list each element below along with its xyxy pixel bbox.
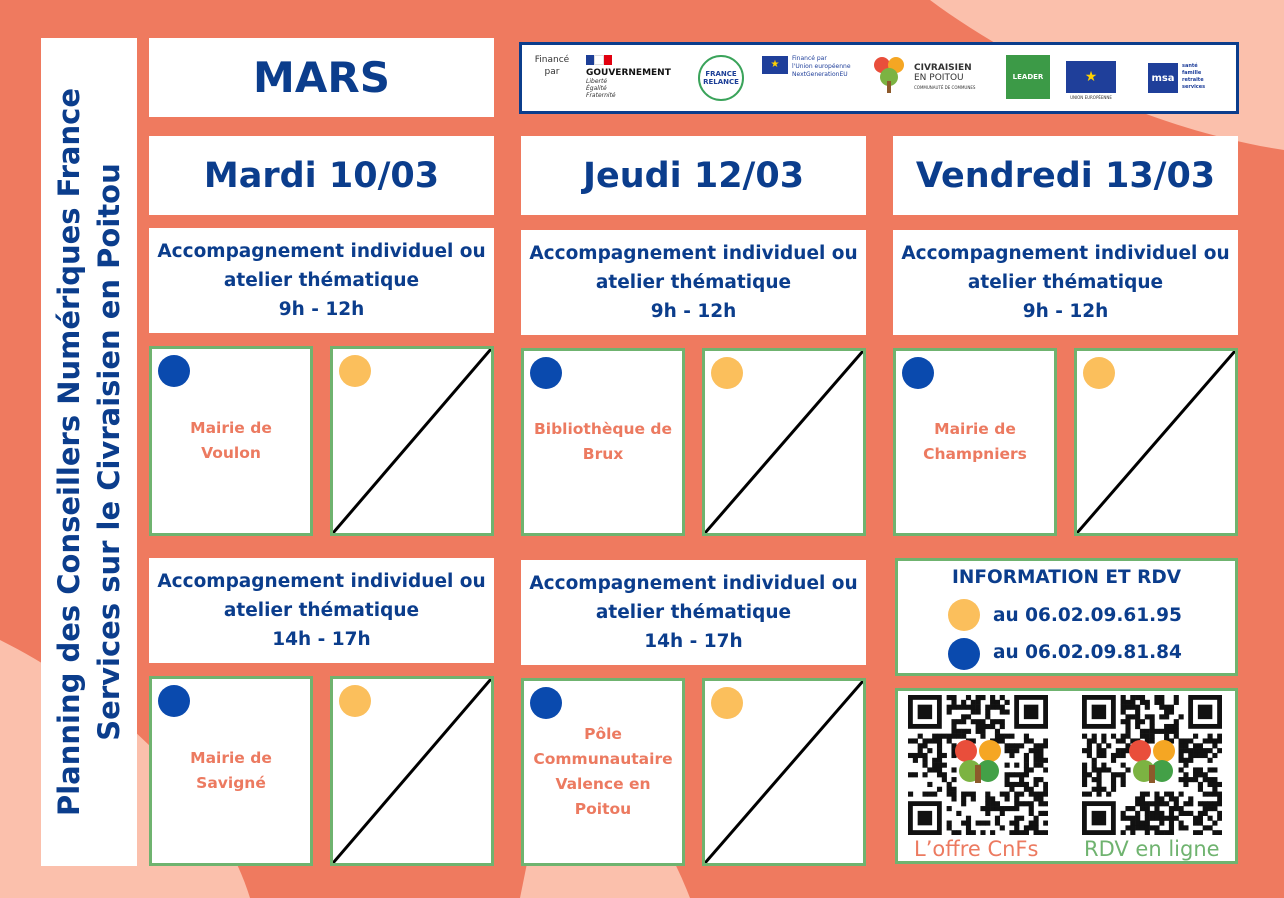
slot-thursday-afternoon-yellow	[702, 678, 866, 866]
slot-thursday-afternoon-blue	[521, 678, 685, 866]
civraisien-text	[914, 63, 975, 93]
eu-text-2: l'Union européenne	[792, 63, 851, 70]
civraisien-line2: EN POITOU	[914, 73, 964, 83]
msa-text-2: famille	[1182, 70, 1202, 76]
yellow-advisor-dot	[948, 599, 980, 631]
leader-label: LEADER	[1012, 73, 1044, 81]
motto-3: Fraternité	[586, 92, 616, 99]
session-thursday-morning	[521, 230, 866, 335]
msa-logo	[1148, 63, 1178, 93]
session-label: Accompagnement individuel ou atelier thématique	[157, 241, 486, 291]
session-time: 9h - 12h	[1022, 301, 1109, 322]
session-label: Accompagnement individuel ou atelier thématique	[157, 571, 486, 621]
eu-text-3: NextGenerationEU	[792, 71, 848, 78]
month-title: MARS	[149, 38, 494, 117]
slot-friday-morning-blue	[893, 348, 1057, 536]
slot-location: Mairie de Champniers	[923, 420, 1027, 463]
info-rdv-panel	[895, 558, 1238, 676]
eu-flag-2-icon: ★	[1066, 61, 1116, 93]
motto-1: Liberté	[586, 78, 608, 85]
sidebar-title-line1: Planning des Conseillers Numériques France	[52, 87, 86, 817]
msa-text-3: retraite	[1182, 77, 1204, 83]
eu-text-1: Financé par	[792, 55, 827, 62]
marianne-flag-icon	[586, 55, 612, 65]
unavailable-slash	[705, 681, 863, 863]
phone-blue[interactable]: au 06.02.09.81.84	[993, 642, 1182, 663]
msa-text-4: services	[1182, 84, 1206, 90]
unavailable-slash	[705, 351, 863, 533]
session-label: Accompagnement individuel ou atelier thématique	[529, 573, 858, 623]
unavailable-slash	[333, 349, 491, 533]
msa-text	[1182, 63, 1205, 91]
info-title: INFORMATION ET RDV	[951, 567, 1182, 588]
slot-location: Bibliothèque de Brux	[533, 420, 673, 463]
unavailable-slash	[333, 679, 491, 863]
partner-logos-bar	[519, 42, 1239, 114]
slot-tuesday-afternoon-blue	[149, 676, 313, 866]
slot-thursday-morning-yellow	[702, 348, 866, 536]
session-friday-morning	[893, 230, 1238, 335]
slot-location: Mairie de Voulon	[190, 419, 272, 462]
qr-right-label: RDV en ligne	[1084, 837, 1220, 861]
qr-codes-panel	[895, 688, 1238, 864]
qr-left-label: L’offre CnFs	[914, 837, 1039, 861]
session-tuesday-morning	[149, 228, 494, 333]
session-time: 9h - 12h	[650, 301, 737, 322]
session-tuesday-afternoon	[149, 558, 494, 663]
slot-location: Mairie de Savigné	[190, 749, 272, 792]
blue-advisor-dot	[948, 638, 980, 670]
slot-tuesday-afternoon-yellow	[330, 676, 494, 866]
slot-tuesday-morning-blue	[149, 346, 313, 536]
day-header-friday: Vendredi 13/03	[893, 136, 1238, 215]
msa-text-1: santé	[1182, 63, 1198, 69]
sidebar-title	[49, 38, 129, 866]
gouvernement-label: GOUVERNEMENT	[586, 68, 671, 78]
day-header-thursday: Jeudi 12/03	[521, 136, 866, 215]
civraisien-line1: CIVRAISIEN	[914, 63, 972, 73]
slot-friday-morning-yellow	[1074, 348, 1238, 536]
slot-tuesday-morning-yellow	[330, 346, 494, 536]
session-label: Accompagnement individuel ou atelier thématique	[901, 243, 1230, 293]
civraisien-line3: COMMUNAUTÉ DE COMMUNES	[914, 85, 976, 90]
france-relance-line1: FRANCE	[705, 70, 737, 78]
gouvernement-logo	[586, 55, 671, 99]
finance-label: Financé par	[534, 55, 570, 77]
slot-thursday-morning-blue	[521, 348, 685, 536]
slot-location: Pôle Communautaire Valence en Poitou	[533, 725, 673, 818]
sidebar-title-panel	[41, 38, 137, 866]
day-header-tuesday: Mardi 10/03	[149, 136, 494, 215]
session-label: Accompagnement individuel ou atelier thématique	[529, 243, 858, 293]
msa-label: msa	[1151, 72, 1175, 84]
eu-funding-text	[792, 55, 851, 79]
session-time: 9h - 12h	[278, 299, 365, 320]
eu-flag-icon: ★	[762, 56, 788, 74]
france-relance-line2: RELANCE	[703, 78, 739, 86]
qr-code-offre-icon[interactable]	[908, 695, 1048, 835]
unavailable-slash	[1077, 351, 1235, 533]
session-time: 14h - 17h	[644, 631, 743, 652]
civraisien-tree-logo-icon	[868, 53, 910, 95]
leader-logo	[1006, 55, 1050, 99]
qr-code-rdv-icon[interactable]	[1082, 695, 1222, 835]
session-time: 14h - 17h	[272, 629, 371, 650]
eu-flag-2-label: UNION EUROPÉENNE	[1070, 95, 1112, 100]
france-relance-logo	[698, 55, 744, 101]
sidebar-title-line2: Services sur le Civraisien en Poitou	[92, 163, 126, 741]
session-thursday-afternoon	[521, 560, 866, 665]
phone-yellow[interactable]: au 06.02.09.61.95	[993, 605, 1182, 626]
motto-2: Égalité	[586, 85, 607, 92]
